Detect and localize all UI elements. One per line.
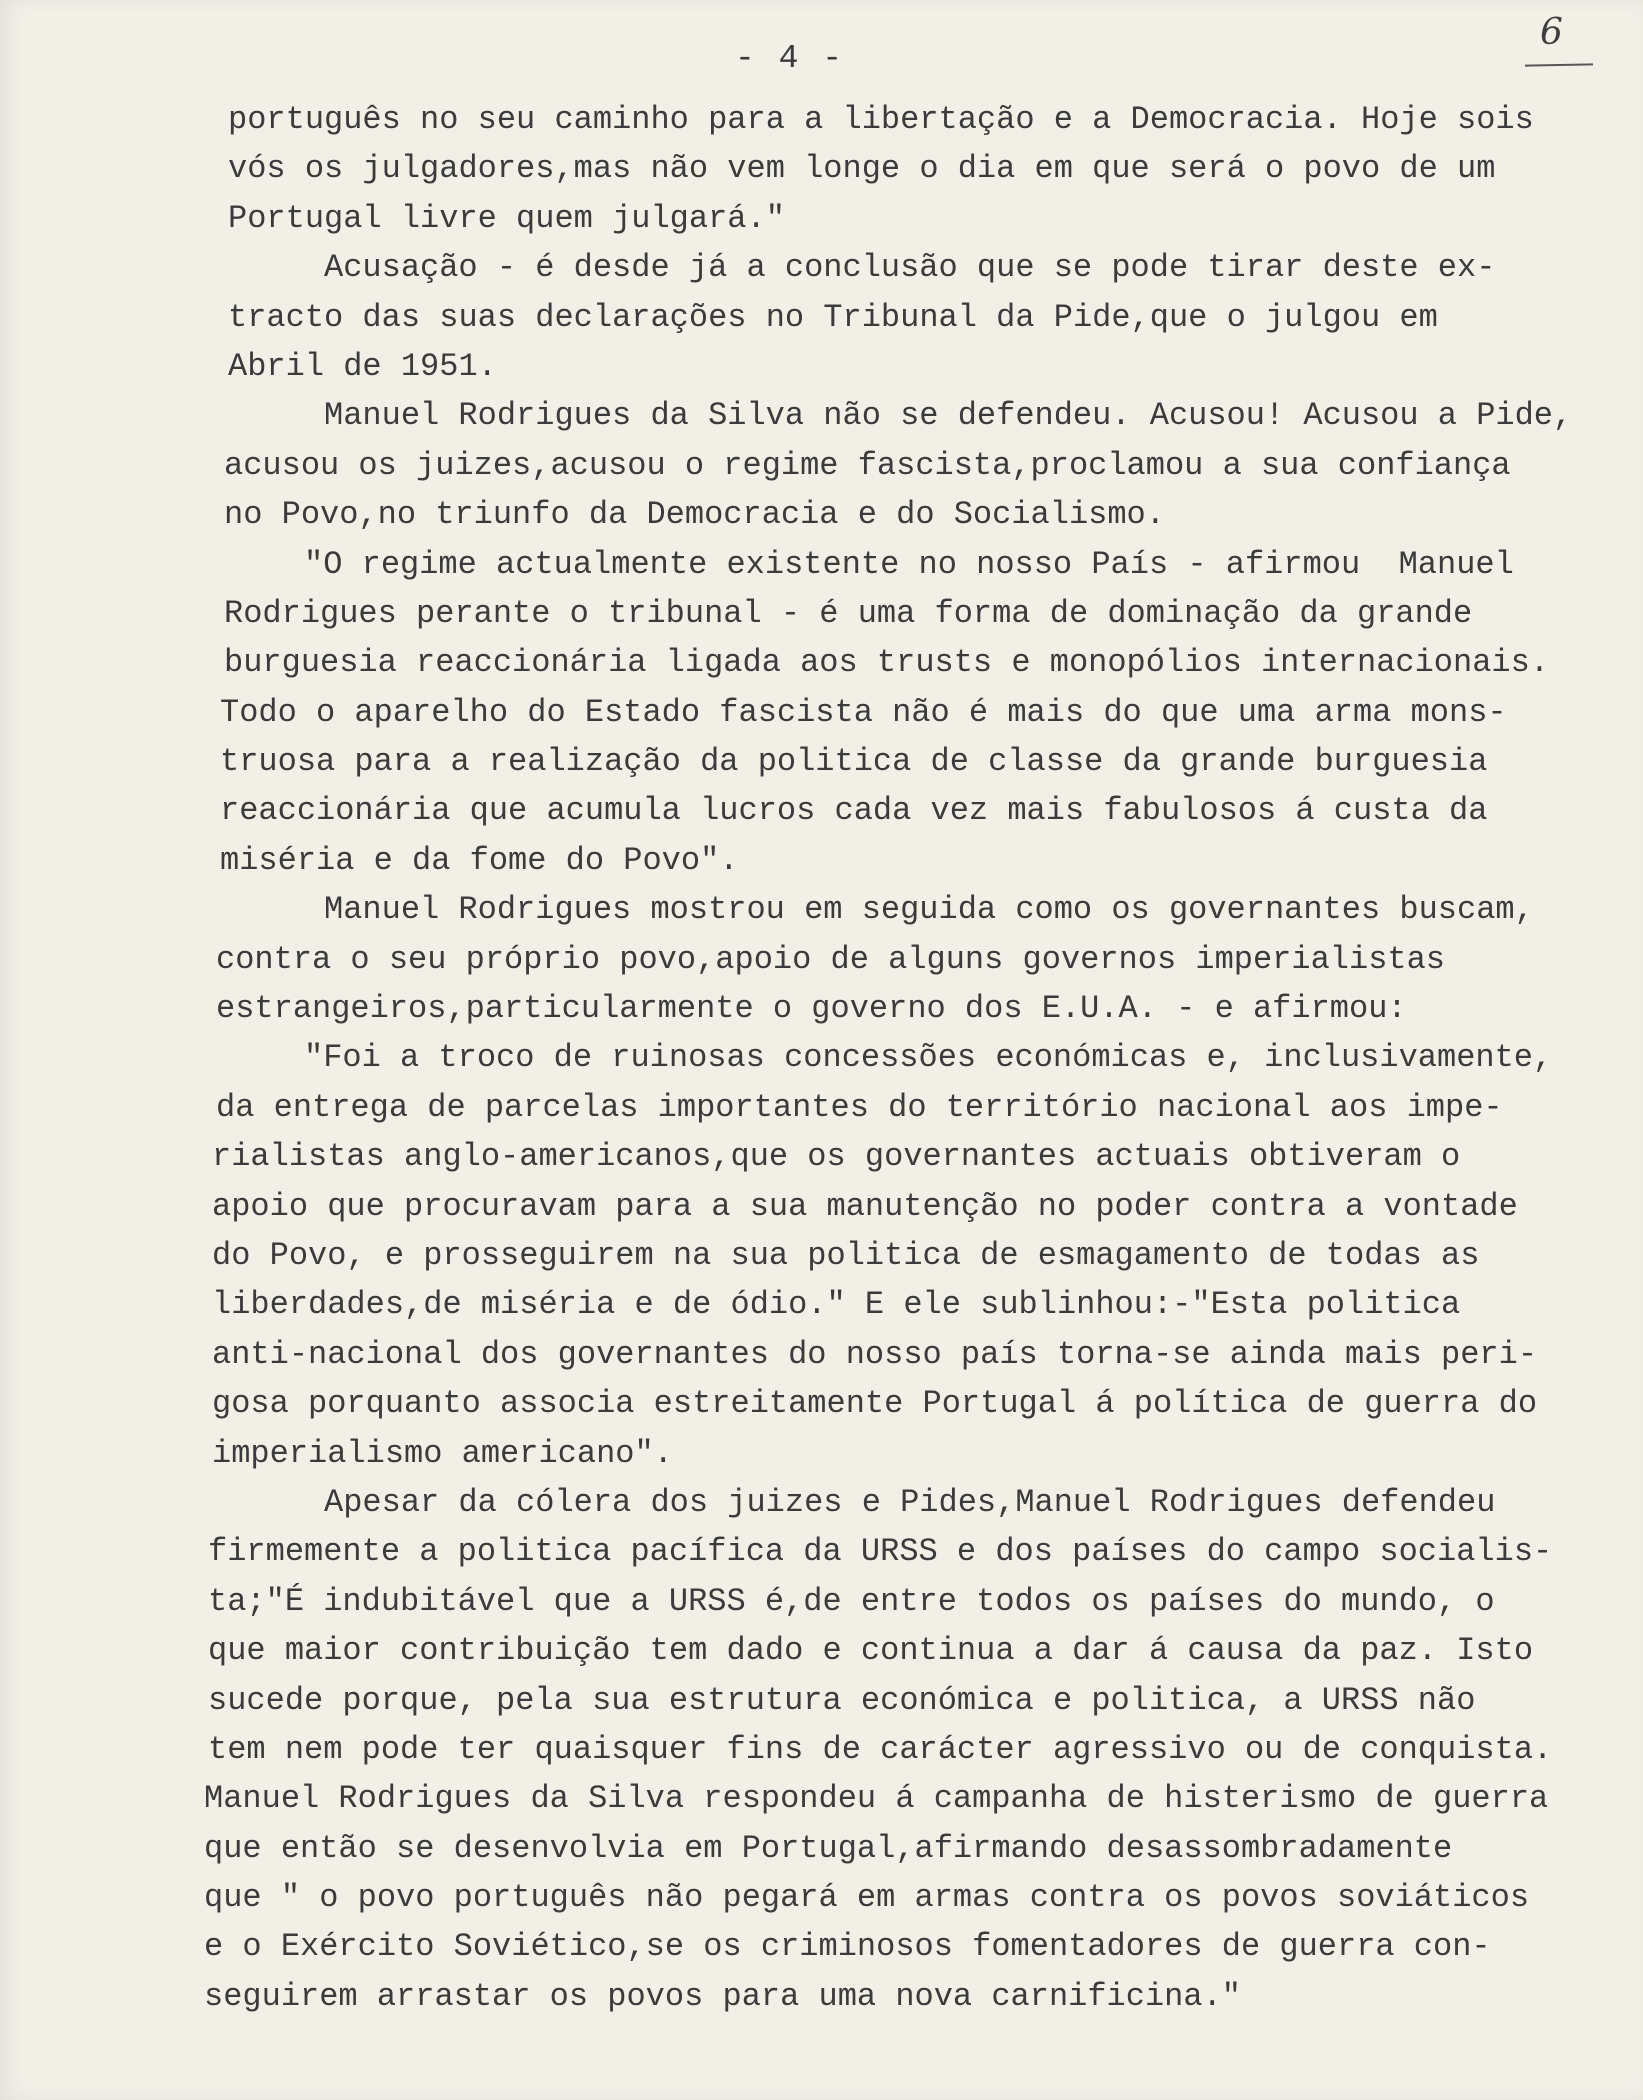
- paragraph-start-line: "Foi a troco de ruinosas concessões económicas e, inclusivamente,: [304, 1039, 1553, 1077]
- text-line: sucede porque, pela sua estrutura económica e politica, a URSS não: [208, 1681, 1476, 1719]
- text-line: liberdades,de miséria e de ódio." E ele sublinhou:-"Esta politica: [212, 1286, 1461, 1324]
- text-line: Manuel Rodrigues da Silva respondeu á campanha de histerismo de guerra: [204, 1780, 1549, 1818]
- paragraph-start-line: Manuel Rodrigues da Silva não se defendeu. Acusou! Acusou a Pide,: [324, 397, 1573, 435]
- text-line: truosa para a realização da politica de classe da grande burguesia: [220, 743, 1488, 781]
- text-line: que então se desenvolvia em Portugal,afirmando desassombradamente: [204, 1829, 1453, 1867]
- text-line: miséria e da fome do Povo".: [220, 841, 739, 879]
- text-line: da entrega de parcelas importantes do território nacional aos impe-: [216, 1088, 1503, 1126]
- text-line: no Povo,no triunfo da Democracia e do Socialismo.: [224, 496, 1165, 534]
- text-line: apoio que procuravam para a sua manutenção no poder contra a vontade: [212, 1187, 1518, 1225]
- page-number: - 4 -: [735, 40, 845, 77]
- text-line: que " o povo português não pegará em armas contra os povos soviáticos: [204, 1879, 1530, 1917]
- text-line: anti-nacional dos governantes do nosso país torna-se ainda mais peri-: [212, 1335, 1538, 1373]
- text-line: burguesia reaccionária ligada aos trusts e monopólios internacionais.: [224, 644, 1550, 682]
- text-line: acusou os juizes,acusou o regime fascista,proclamou a sua confiança: [224, 446, 1511, 484]
- paragraph-start-line: Apesar da cólera dos juizes e Pides,Manuel Rodrigues defendeu: [324, 1483, 1496, 1521]
- text-line: tracto das suas declarações no Tribunal da Pide,que o julgou em: [228, 298, 1438, 336]
- handwritten-underline: [1525, 63, 1593, 66]
- text-line: ta;"É indubitável que a URSS é,de entre todos os países do mundo, o: [208, 1582, 1495, 1620]
- text-line: Todo o aparelho do Estado fascista não é mais do que uma arma mons-: [220, 693, 1507, 731]
- text-line: gosa porquanto associa estreitamente Portugal á política de guerra do: [212, 1385, 1538, 1423]
- text-line: reaccionária que acumula lucros cada vez mais fabulosos á custa da: [220, 792, 1488, 830]
- text-line: tem nem pode ter quaisquer fins de carácter agressivo ou de conquista.: [208, 1730, 1553, 1768]
- body-text: [200, 95, 1620, 2021]
- text-line: estrangeiros,particularmente o governo dos E.U.A. - e afirmou:: [216, 990, 1407, 1028]
- text-line: rialistas anglo-americanos,que os governantes actuais obtiveram o: [212, 1138, 1461, 1176]
- paragraph-start-line: Manuel Rodrigues mostrou em seguida como os governantes buscam,: [324, 891, 1534, 929]
- text-line: português no seu caminho para a libertação e a Democracia. Hoje sois: [228, 101, 1534, 138]
- text-line: vós os julgadores,mas não vem longe o dia em que será o povo de um: [228, 150, 1496, 188]
- text-line: que maior contribuição tem dado e continua a dar á causa da paz. Isto: [208, 1632, 1534, 1670]
- paragraph-start-line: "O regime actualmente existente no nosso País - afirmou Manuel: [304, 545, 1514, 583]
- text-line: seguirem arrastar os povos para uma nova carnificina.": [204, 1977, 1241, 2015]
- paragraph-start-line: Acusação - é desde já a conclusão que se pode tirar deste ex-: [324, 249, 1496, 287]
- handwritten-page-number: 6: [1540, 12, 1563, 53]
- text-line: imperialismo americano".: [212, 1434, 673, 1472]
- text-line: contra o seu próprio povo,apoio de alguns governos imperialistas: [216, 940, 1445, 978]
- text-line: firmemente a politica pacífica da URSS e dos países do campo socialis-: [208, 1533, 1553, 1571]
- text-line: Abril de 1951.: [228, 347, 497, 385]
- text-line: Rodrigues perante o tribunal - é uma forma de dominação da grande: [224, 594, 1473, 632]
- text-line: Portugal livre quem julgará.": [228, 199, 785, 237]
- text-line: e o Exército Soviético,se os criminosos fomentadores de guerra con-: [204, 1928, 1491, 1966]
- text-line: do Povo, e prosseguirem na sua politica de esmagamento de todas as: [212, 1236, 1480, 1274]
